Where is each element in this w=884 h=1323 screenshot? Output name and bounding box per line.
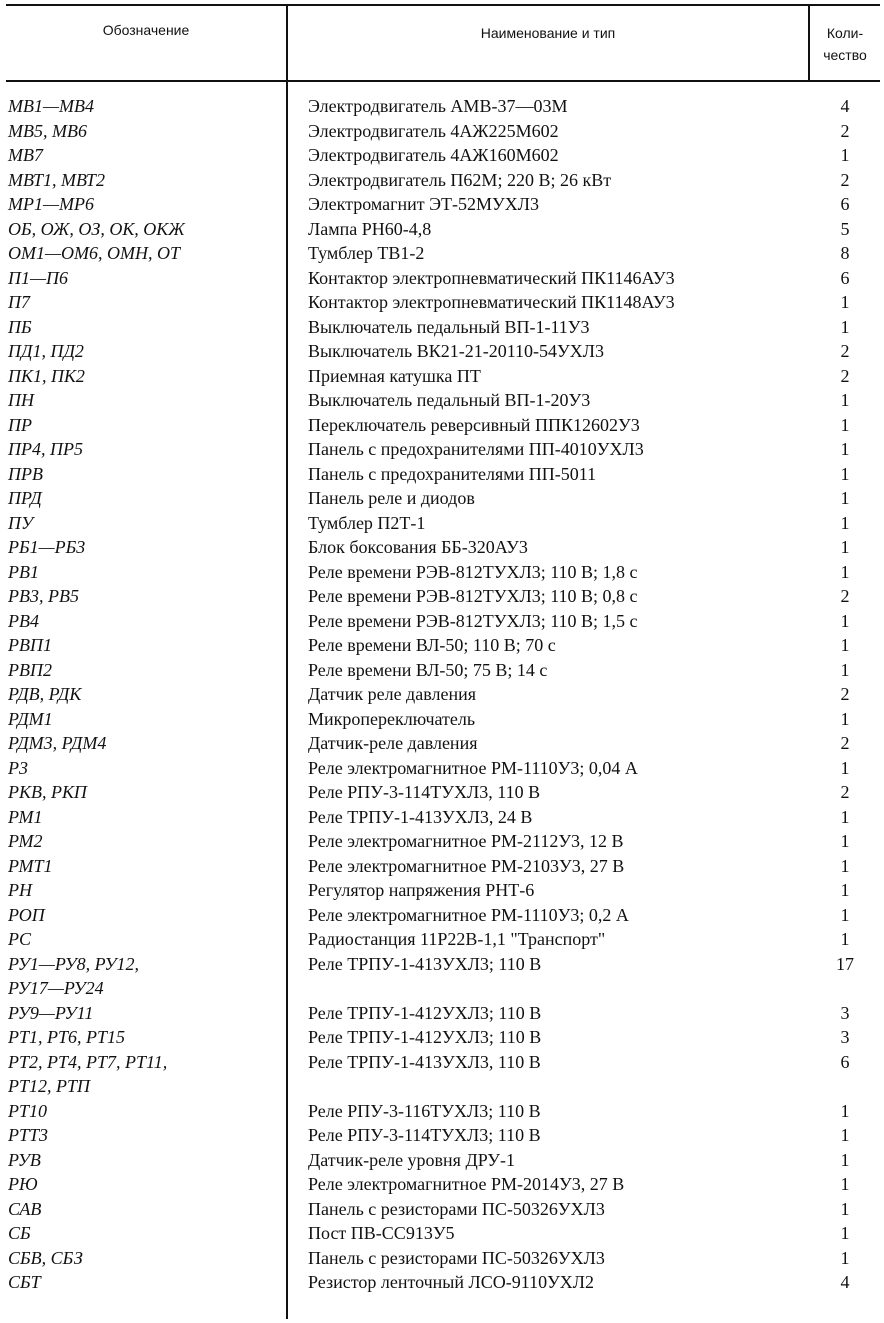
name-type-cell: Датчик-реле давления — [308, 733, 478, 753]
designation-text: СБТ — [8, 1272, 41, 1292]
designation-text: РМ2 — [8, 831, 43, 851]
quantity-cell: 4 — [840, 1272, 850, 1292]
designation-text: РОП — [8, 904, 45, 925]
designation-text: РУ9—РУ11 — [8, 1002, 94, 1023]
header-quantity-line2: чество — [823, 47, 867, 63]
designation-cell — [8, 584, 286, 609]
quantity-cell: 2 — [840, 169, 850, 190]
name-type-cell: Реле ТРПУ-1-413УХЛ3, 110 В — [308, 1051, 541, 1072]
designation-text: РВП1 — [8, 635, 52, 655]
name-type-cell: Электродвигатель 4АЖ225М602 — [308, 120, 559, 141]
quantity-cell: 1 — [840, 757, 850, 778]
designation-text: РТ2, РТ4, РТ7, РТ11, — [8, 1051, 168, 1072]
quantity-cell: 1 — [840, 880, 850, 900]
table-row — [0, 952, 884, 1001]
name-type-cell: Переключатель реверсивный ППК12602У3 — [308, 414, 640, 435]
designation-cell — [8, 1123, 286, 1148]
designation-cell — [8, 1025, 286, 1050]
name-type-cell: Реле РПУ-3-114ТУХЛ3, 110 В — [308, 782, 541, 802]
quantity-cell: 6 — [840, 1051, 850, 1072]
name-type-cell: Реле электромагнитное РМ-1110У3; 0,2 А — [308, 904, 629, 925]
name-type-cell: Реле РПУ-3-114ТУХЛ3; 110 В — [308, 1125, 541, 1145]
designation-text: МР1—МР6 — [8, 194, 94, 214]
header-quantity-line1: Коли- — [826, 25, 864, 41]
quantity-cell: 4 — [840, 96, 850, 116]
designation-cell — [8, 829, 286, 854]
designation-cell — [8, 780, 286, 805]
name-type-cell: Реле электромагнитное РМ-2112У3, 12 В — [308, 831, 624, 851]
table-row — [0, 756, 884, 781]
name-type-cell: Реле времени ВЛ-50; 75 В; 14 с — [308, 659, 548, 680]
designation-text-continued: РТ12, РТП — [8, 1076, 91, 1096]
quantity-cell: 1 — [840, 1149, 850, 1170]
name-type-cell: Реле электромагнитное РМ-2014У3, 27 В — [308, 1174, 625, 1194]
designation-cell — [8, 854, 286, 879]
designation-text: РКВ, РКП — [8, 782, 87, 802]
quantity-cell: 1 — [840, 1174, 850, 1194]
table-row — [0, 560, 884, 585]
table-row — [0, 339, 884, 364]
table-row — [0, 1025, 884, 1050]
designation-text: САВ — [8, 1198, 42, 1219]
designation-text: ПБ — [8, 316, 32, 337]
quantity-cell: 1 — [840, 831, 850, 851]
quantity-cell: 1 — [840, 659, 850, 680]
quantity-cell: 3 — [840, 1027, 850, 1047]
table-row — [0, 1050, 884, 1099]
name-type-cell: Выключатель ВК21-21-20110-54УХЛ3 — [308, 341, 604, 361]
table-row — [0, 217, 884, 242]
quantity-cell: 1 — [840, 1125, 850, 1145]
quantity-cell: 1 — [840, 708, 850, 729]
designation-cell — [8, 168, 286, 193]
designation-cell — [8, 143, 286, 168]
quantity-cell: 1 — [840, 316, 850, 337]
table-row — [0, 511, 884, 536]
designation-text: ПР — [8, 414, 32, 435]
table-row — [0, 364, 884, 389]
quantity-cell: 1 — [840, 390, 850, 410]
quantity-cell: 6 — [840, 194, 850, 214]
quantity-cell: 2 — [840, 684, 850, 704]
table-row — [0, 658, 884, 683]
designation-cell — [8, 437, 286, 462]
designation-cell — [8, 731, 286, 756]
header-name-type: Наименование и тип — [480, 25, 616, 41]
quantity-cell: 1 — [840, 439, 850, 459]
quantity-cell: 17 — [836, 953, 854, 974]
designation-cell — [8, 241, 286, 266]
designation-cell — [8, 1148, 286, 1173]
designation-cell — [8, 462, 286, 487]
designation-cell — [8, 388, 286, 413]
quantity-cell: 1 — [840, 929, 850, 949]
name-type-cell: Панель реле и диодов — [308, 488, 475, 508]
designation-text: МВ7 — [8, 145, 43, 165]
designation-text-continued: РУ17—РУ24 — [8, 978, 104, 998]
designation-cell — [8, 1172, 286, 1197]
designation-text: РДМ3, РДМ4 — [8, 733, 107, 753]
quantity-cell: 1 — [840, 488, 850, 508]
name-type-cell: Приемная катушка ПТ — [308, 365, 481, 386]
name-type-cell: Реле РПУ-3-116ТУХЛ3; 110 В — [308, 1100, 541, 1121]
table-row — [0, 192, 884, 217]
name-type-cell: Панель с резисторами ПС-50326УХЛ3 — [308, 1247, 605, 1268]
designation-cell — [8, 633, 286, 658]
designation-cell — [8, 805, 286, 830]
name-type-cell: Реле электромагнитное РМ-2103У3, 27 В — [308, 855, 625, 876]
table-row — [0, 486, 884, 511]
designation-text: ОБ, ОЖ, ОЗ, ОК, ОКЖ — [8, 218, 185, 239]
table-row — [0, 682, 884, 707]
table-row — [0, 805, 884, 830]
name-type-cell: Панель с предохранителями ПП-4010УХЛ3 — [308, 439, 644, 459]
name-type-cell: Электромагнит ЭТ-52МУХЛ3 — [308, 194, 539, 214]
table-row — [0, 437, 884, 462]
name-type-cell: Выключатель педальный ВП-1-20У3 — [308, 390, 591, 410]
quantity-cell: 5 — [840, 218, 850, 239]
designation-cell — [8, 707, 286, 732]
designation-text: ПН — [8, 390, 34, 410]
name-type-cell: Контактор электропневматический ПК1148АУ3 — [308, 292, 675, 312]
designation-text: ПР4, ПР5 — [8, 439, 83, 459]
quantity-cell: 8 — [840, 243, 850, 263]
designation-text: РВ1 — [8, 561, 39, 582]
designation-cell — [8, 1246, 286, 1271]
table-row — [0, 290, 884, 315]
designation-text: МВ5, МВ6 — [8, 120, 87, 141]
designation-text: РН — [8, 880, 32, 900]
designation-cell — [8, 535, 286, 560]
designation-text: РТТ3 — [8, 1125, 49, 1145]
header-designation: Обозначение — [102, 22, 190, 38]
name-type-cell: Пост ПВ-СС913У5 — [308, 1223, 455, 1243]
quantity-cell: 1 — [840, 145, 850, 165]
table-row — [0, 1270, 884, 1295]
table-row — [0, 119, 884, 144]
quantity-cell: 1 — [840, 806, 850, 827]
designation-cell — [8, 364, 286, 389]
name-type-cell: Микропереключатель — [308, 708, 476, 729]
table-row — [0, 633, 884, 658]
table-row — [0, 854, 884, 879]
designation-text: РДМ1 — [8, 708, 53, 729]
quantity-cell: 3 — [840, 1002, 850, 1023]
designation-cell — [8, 119, 286, 144]
name-type-cell: Датчик-реле уровня ДРУ-1 — [308, 1149, 516, 1170]
designation-text: РУ1—РУ8, РУ12, — [8, 953, 140, 974]
name-type-cell: Лампа РН60-4,8 — [308, 218, 432, 239]
name-type-cell: Реле ТРПУ-1-413УХЛ3; 110 В — [308, 953, 542, 974]
quantity-cell: 1 — [840, 1247, 850, 1268]
designation-text: РУВ — [8, 1149, 41, 1170]
quantity-cell: 1 — [840, 855, 850, 876]
designation-text: РЮ — [8, 1174, 38, 1194]
designation-cell — [8, 315, 286, 340]
designation-cell — [8, 609, 286, 634]
designation-cell — [8, 192, 286, 217]
designation-cell — [8, 952, 286, 1001]
table-row — [0, 927, 884, 952]
table-row — [0, 143, 884, 168]
designation-text: СБВ, СБЗ — [8, 1247, 83, 1268]
name-type-cell: Резистор ленточный ЛСО-9110УХЛ2 — [308, 1272, 595, 1292]
name-type-cell: Электродвигатель П62М; 220 В; 26 кВт — [308, 169, 612, 190]
table-row — [0, 266, 884, 291]
designation-text: ПРВ — [8, 463, 43, 484]
designation-cell — [8, 511, 286, 536]
name-type-cell: Реле ТРПУ-1-413УХЛ3, 24 В — [308, 806, 533, 827]
table-row — [0, 1246, 884, 1271]
quantity-cell: 1 — [840, 1198, 850, 1219]
table-row — [0, 1123, 884, 1148]
name-type-cell: Реле электромагнитное РМ-1110У3; 0,04 А — [308, 757, 638, 778]
designation-cell — [8, 658, 286, 683]
quantity-cell: 1 — [840, 610, 850, 631]
name-type-cell: Панель с предохранителями ПП-5011 — [308, 463, 597, 484]
designation-cell — [8, 266, 286, 291]
table-row — [0, 315, 884, 340]
quantity-cell: 1 — [840, 1100, 850, 1121]
designation-text: ПК1, ПК2 — [8, 365, 85, 386]
name-type-cell: Выключатель педальный ВП-1-11У3 — [308, 316, 590, 337]
designation-text: Р3 — [8, 757, 28, 778]
name-type-cell: Реле времени РЭВ-812ТУХЛ3; 110 В; 1,8 с — [308, 561, 638, 582]
header-bottom-rule — [6, 80, 880, 82]
designation-cell — [8, 756, 286, 781]
designation-text: РТ1, РТ6, РТ15 — [8, 1027, 126, 1047]
designation-text: РМ1 — [8, 806, 43, 827]
table-row — [0, 903, 884, 928]
designation-text: МВТ1, МВТ2 — [8, 169, 105, 190]
designation-text: ПД1, ПД2 — [8, 341, 84, 361]
table-row — [0, 707, 884, 732]
designation-text: П7 — [8, 292, 30, 312]
name-type-cell: Панель с резисторами ПС-50326УХЛ3 — [308, 1198, 605, 1219]
header-quantity — [810, 22, 880, 66]
quantity-cell: 2 — [840, 341, 850, 361]
quantity-cell: 6 — [840, 267, 850, 288]
designation-text: ПРД — [8, 488, 42, 508]
name-type-cell: Тумблер ТВ1-2 — [308, 243, 425, 263]
name-type-cell: Реле ТРПУ-1-412УХЛ3; 110 В — [308, 1027, 542, 1047]
designation-cell — [8, 1221, 286, 1246]
quantity-cell: 2 — [840, 733, 850, 753]
name-type-cell: Электродвигатель АМВ-37—03М — [308, 96, 568, 116]
designation-cell — [8, 903, 286, 928]
designation-cell — [8, 682, 286, 707]
name-type-cell: Реле ТРПУ-1-412УХЛ3; 110 В — [308, 1002, 542, 1023]
table-row — [0, 241, 884, 266]
designation-text: РВ4 — [8, 610, 39, 631]
quantity-cell: 2 — [840, 782, 850, 802]
quantity-cell: 2 — [840, 586, 850, 606]
table-row — [0, 1221, 884, 1246]
table-body — [0, 94, 884, 1295]
quantity-cell: 2 — [840, 120, 850, 141]
quantity-cell: 1 — [840, 1223, 850, 1243]
quantity-cell: 1 — [840, 463, 850, 484]
designation-text: РВП2 — [8, 659, 52, 680]
table-row — [0, 462, 884, 487]
designation-cell — [8, 1050, 286, 1099]
quantity-cell: 2 — [840, 365, 850, 386]
name-type-cell: Контактор электропневматический ПК1146АУ3 — [308, 267, 675, 288]
table-row — [0, 609, 884, 634]
designation-cell — [8, 927, 286, 952]
designation-text: РДВ, РДК — [8, 684, 82, 704]
designation-text: МВ1—МВ4 — [8, 96, 94, 116]
designation-cell — [8, 878, 286, 903]
table-row — [0, 780, 884, 805]
quantity-cell: 1 — [840, 904, 850, 925]
designation-cell — [8, 1270, 286, 1295]
quantity-cell: 1 — [840, 292, 850, 312]
designation-text: РС — [8, 929, 32, 949]
table-top-rule — [6, 4, 880, 6]
designation-cell — [8, 217, 286, 242]
name-type-cell: Регулятор напряжения РНТ-6 — [308, 880, 535, 900]
table-row — [0, 1148, 884, 1173]
table-row — [0, 878, 884, 903]
name-type-cell: Электродвигатель 4АЖ160М602 — [308, 145, 559, 165]
table-row — [0, 1197, 884, 1222]
designation-text: СБ — [8, 1223, 31, 1243]
designation-text: РМТ1 — [8, 855, 53, 876]
designation-text: РБ1—РБ3 — [8, 537, 86, 557]
name-type-cell: Реле времени РЭВ-812ТУХЛ3; 110 В; 0,8 с — [308, 586, 638, 606]
name-type-cell: Датчик реле давления — [308, 684, 476, 704]
table-row — [0, 829, 884, 854]
name-type-cell: Тумблер П2Т-1 — [308, 512, 426, 533]
designation-text: П1—П6 — [8, 267, 69, 288]
table-row — [0, 94, 884, 119]
designation-cell — [8, 339, 286, 364]
table-row — [0, 413, 884, 438]
table-row — [0, 731, 884, 756]
name-type-cell: Реле времени ВЛ-50; 110 В; 70 с — [308, 635, 556, 655]
quantity-cell: 1 — [840, 512, 850, 533]
designation-cell — [8, 1197, 286, 1222]
designation-cell — [8, 413, 286, 438]
designation-cell — [8, 1099, 286, 1124]
table-row — [0, 388, 884, 413]
table-row — [0, 168, 884, 193]
designation-cell — [8, 94, 286, 119]
designation-text: РТ10 — [8, 1100, 48, 1121]
designation-cell — [8, 290, 286, 315]
table-row — [0, 584, 884, 609]
designation-cell — [8, 486, 286, 511]
table-row — [0, 1099, 884, 1124]
name-type-cell: Блок боксования ББ-320АУ3 — [308, 537, 528, 557]
quantity-cell: 1 — [840, 414, 850, 435]
designation-text: ПУ — [8, 512, 34, 533]
designation-text: РВ3, РВ5 — [8, 586, 79, 606]
table-row — [0, 535, 884, 560]
table-row — [0, 1001, 884, 1026]
name-type-cell: Реле времени РЭВ-812ТУХЛ3; 110 В; 1,5 с — [308, 610, 638, 631]
designation-text: ОМ1—ОМ6, ОМН, ОТ — [8, 243, 180, 263]
quantity-cell: 1 — [840, 537, 850, 557]
quantity-cell: 1 — [840, 561, 850, 582]
name-type-cell: Радиостанция 11Р22В-1,1 "Транспорт" — [308, 929, 606, 949]
designation-cell — [8, 560, 286, 585]
table-row — [0, 1172, 884, 1197]
quantity-cell: 1 — [840, 635, 850, 655]
designation-cell — [8, 1001, 286, 1026]
